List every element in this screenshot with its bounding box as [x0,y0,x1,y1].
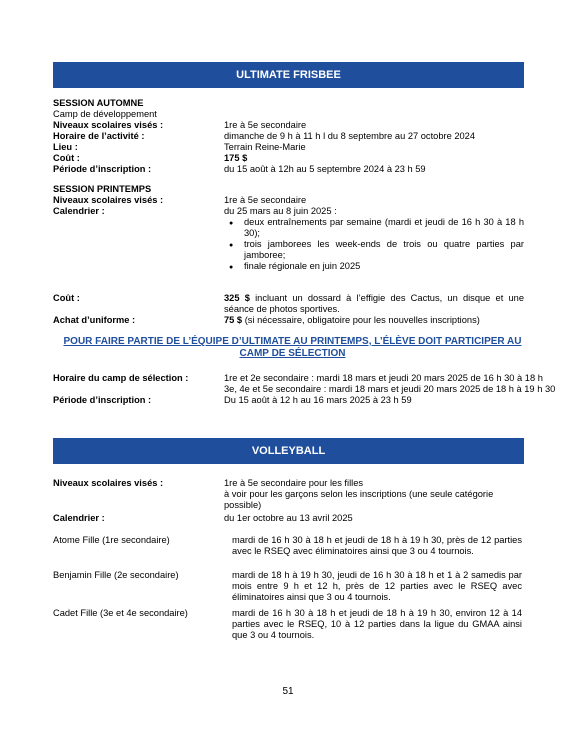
category-atome-text: mardi de 16 h 30 à 18 h et jeudi de 18 h à 19 h 30, près de 12 parties avec le RSEQ avec éliminatoires ainsi que 3 ou 4 tournois. [232,535,522,556]
achat-uniforme-label: Achat d’uniforme : [53,315,136,325]
list-item: ● trois jamborees les week-ends de trois ou quatre parties par jamboree; [224,239,524,261]
automne-horaire-label: Horaire de l’activité : [53,131,145,141]
volley-calendrier-value: du 1er octobre au 13 avril 2025 [224,513,353,523]
printemps-bullet-list [224,217,524,272]
automne-periode-label: Période d’inscription : [53,164,152,174]
automne-horaire-value: dimanche de 9 h à 11 h l du 8 septembre au 27 octobre 2024 [224,131,476,141]
achat-uniforme-text: (si nécessaire, obligatoire pour les nouvelles inscriptions) [242,315,480,325]
automne-periode-value: du 15 août à 12h au 5 septembre 2024 à 23 h 59 [224,164,426,174]
printemps-cout-amount: 325 $ [224,293,250,303]
list-item: ● deux entraînements par semaine (mardi et jeudi de 16 h 30 à 18 h 30); [224,217,524,239]
camp-periode-label: Période d’inscription : [53,395,152,405]
automne-cout-value: 175 $ [224,153,248,163]
session-automne-subtitle: Camp de développement [53,109,157,119]
achat-uniforme-value [224,315,524,326]
category-cadet-text: mardi de 16 h 30 à 18 h et jeudi de 18 h à 19 h 30, environ 12 à 14 parties avec le RSEQ, 10 à 12 parties dans la ligue du GMAA ainsi que 3 ou 4 tournois. [232,608,522,640]
camp-horaire-line2: 3e, 4e et 5e secondaire : mardi 18 mars et jeudi 20 mars 2025 de 18 h à 19 h 30 [224,384,556,394]
session-printemps-title: SESSION PRINTEMPS [53,184,152,194]
camp-horaire-label: Horaire du camp de sélection : [53,373,189,383]
selection-camp-notice[interactable]: POUR FAIRE PARTIE DE L’ÉQUIPE D’ULTIMATE AU PRINTEMPS, L’ÉLÈVE DOIT PARTICIPER AU CAMP DE SÉLECTION [63,336,522,359]
list-item: ● finale régionale en juin 2025 [224,261,524,272]
session-automne-title: SESSION AUTOMNE [53,98,144,108]
automne-lieu-value: Terrain Reine-Marie [224,142,306,152]
ultimate-header: ULTIMATE FRISBEE [53,62,524,88]
volley-niveaux-value: 1re à 5e secondaire pour les filles [224,478,364,488]
volley-calendrier-label: Calendrier : [53,513,105,523]
camp-horaire-line1: 1re et 2e secondaire : mardi 18 mars et jeudi 20 mars 2025 de 16 h 30 à 18 h [224,373,543,383]
page-number: 51 [282,686,294,697]
volley-niveaux-label: Niveaux scolaires visés : [53,478,164,488]
category-atome-label: Atome Fille (1re secondaire) [53,535,170,545]
volleyball-header: VOLLEYBALL [53,438,524,464]
printemps-cout-text: incluant un dossard à l’effigie des Cactus, un disque et une séance de photos sportives. [224,293,525,314]
automne-niveaux-value: 1re à 5e secondaire [224,120,307,130]
printemps-cout-label: Coût : [53,293,80,303]
printemps-niveaux-value: 1re à 5e secondaire [224,195,307,205]
printemps-cout-value [224,293,524,315]
printemps-calendrier-value: du 25 mars au 8 juin 2025 : [224,206,337,216]
automne-cout-label: Coût : [53,153,80,163]
automne-niveaux-label: Niveaux scolaires visés : [53,120,164,130]
printemps-calendrier-label: Calendrier : [53,206,105,216]
volley-niveaux-value2: à voir pour les garçons selon les inscriptions (une seule catégorie possible) [224,489,494,510]
automne-lieu-label: Lieu : [53,142,78,152]
category-benjamin-label: Benjamin Fille (2e secondaire) [53,570,179,580]
category-benjamin-text: mardi de 18 h à 19 h 30, jeudi de 16 h 30 à 18 h et 1 à 2 samedis par mois entre 9 h et 12 h, près de 12 parties avec le RSEQ avec éliminatoires ainsi que 3 ou 4 tournois. [232,570,522,602]
category-cadet-label: Cadet Fille (3e et 4e secondaire) [53,608,188,618]
printemps-niveaux-label: Niveaux scolaires visés : [53,195,164,205]
camp-periode-value: Du 15 août à 12 h au 16 mars 2025 à 23 h 59 [224,395,412,405]
achat-uniforme-amount: 75 $ [224,315,243,325]
